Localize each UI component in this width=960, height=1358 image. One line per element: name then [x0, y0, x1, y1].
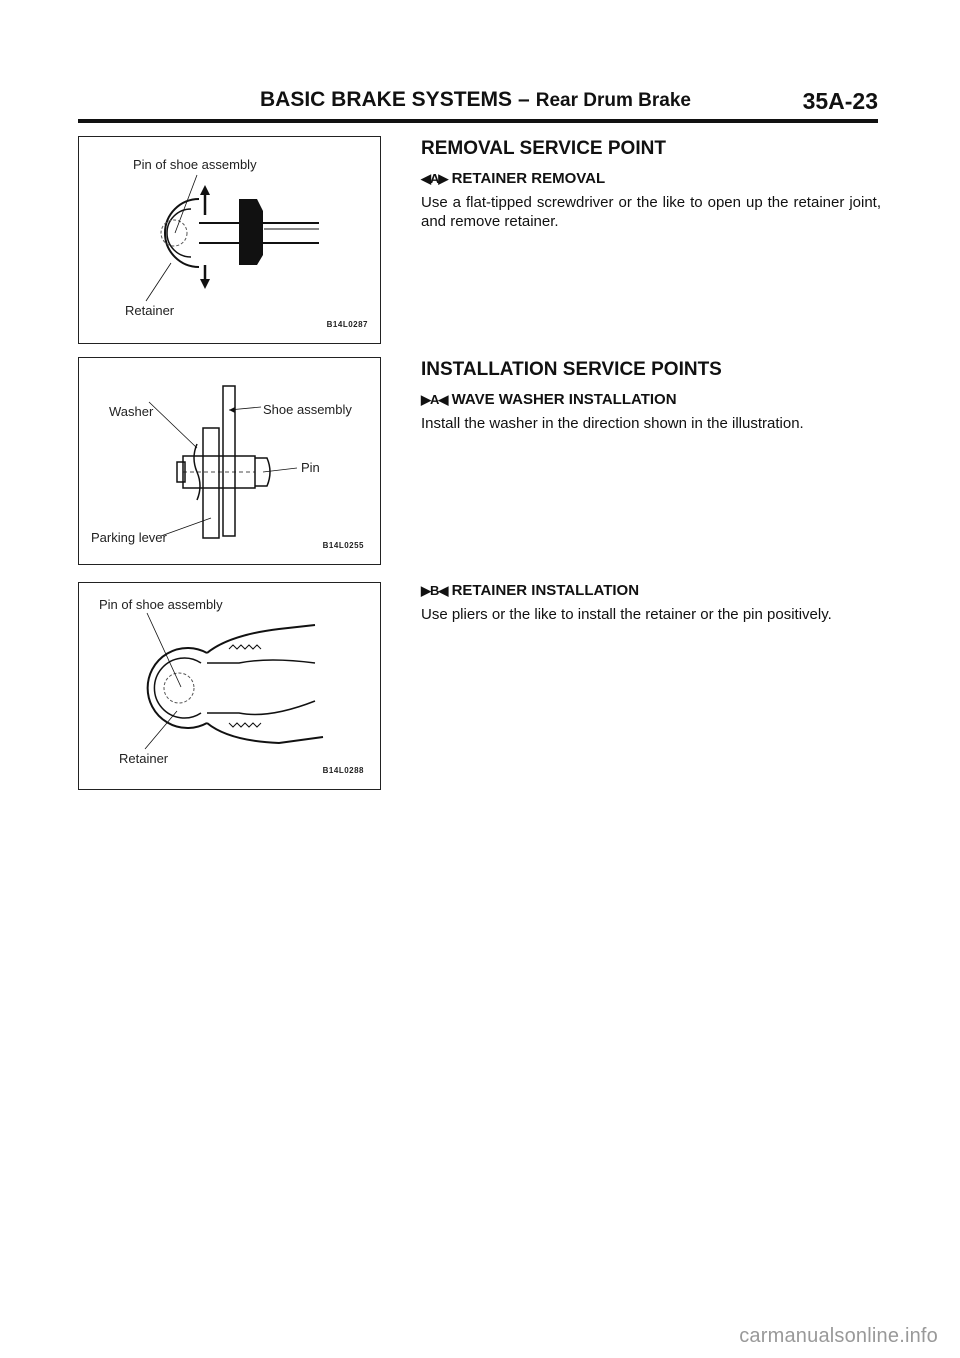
section-subtitle: Rear Drum Brake — [535, 90, 691, 111]
retainer-installation-title: RETAINER INSTALLATION — [451, 582, 640, 599]
figure-code: B14L0287 — [326, 320, 368, 329]
removal-section — [421, 138, 881, 231]
label-pin-of-shoe-assembly: Pin of shoe assembly — [99, 597, 223, 612]
wave-washer-title: WAVE WASHER INSTALLATION — [451, 391, 677, 408]
section-title: BASIC BRAKE SYSTEMS — [260, 88, 513, 111]
installation-section — [421, 359, 881, 433]
installation-section-title: INSTALLATION SERVICE POINTS — [421, 359, 722, 380]
label-retainer: Retainer — [125, 303, 175, 318]
retainer-removal-text: Use a flat-tipped screwdriver or the like to open up the retainer joint, and remove retainer. — [421, 194, 881, 230]
marker-a: ◀A▶ — [421, 171, 448, 186]
retainer-removal-heading — [421, 170, 881, 187]
wave-washer-heading — [421, 391, 881, 408]
label-parking-lever: Parking lever — [91, 530, 167, 545]
label-shoe-assembly: Shoe assembly — [263, 402, 352, 417]
label-pin: Pin — [301, 460, 320, 475]
figure-wave-washer — [78, 357, 381, 565]
retainer-installation-text: Use pliers or the like to install the retainer or the pin positively. — [421, 606, 832, 623]
header-rule — [78, 119, 878, 123]
figure-code: B14L0288 — [322, 766, 364, 775]
removal-section-title: REMOVAL SERVICE POINT — [421, 138, 666, 159]
page-title — [260, 88, 691, 112]
page-number: 35A-23 — [802, 88, 878, 114]
marker-b: ▶B◀ — [421, 583, 448, 598]
figure-retainer-installation — [78, 582, 381, 790]
marker-a: ▶A◀ — [421, 392, 448, 407]
figure-code: B14L0255 — [322, 541, 364, 550]
retainer-installation-heading — [421, 582, 881, 599]
page-header — [78, 88, 878, 122]
figure-retainer-removal — [78, 136, 381, 344]
label-retainer: Retainer — [119, 751, 169, 766]
retainer-removal-title: RETAINER REMOVAL — [451, 170, 606, 187]
title-dash: – — [518, 88, 530, 111]
label-pin-of-shoe-assembly: Pin of shoe assembly — [133, 157, 257, 172]
retainer-installation-section — [421, 582, 881, 624]
watermark: carmanualsonline.info — [739, 1325, 938, 1347]
label-washer: Washer — [109, 404, 154, 419]
wave-washer-text: Install the washer in the direction shown in the illustration. — [421, 415, 804, 432]
